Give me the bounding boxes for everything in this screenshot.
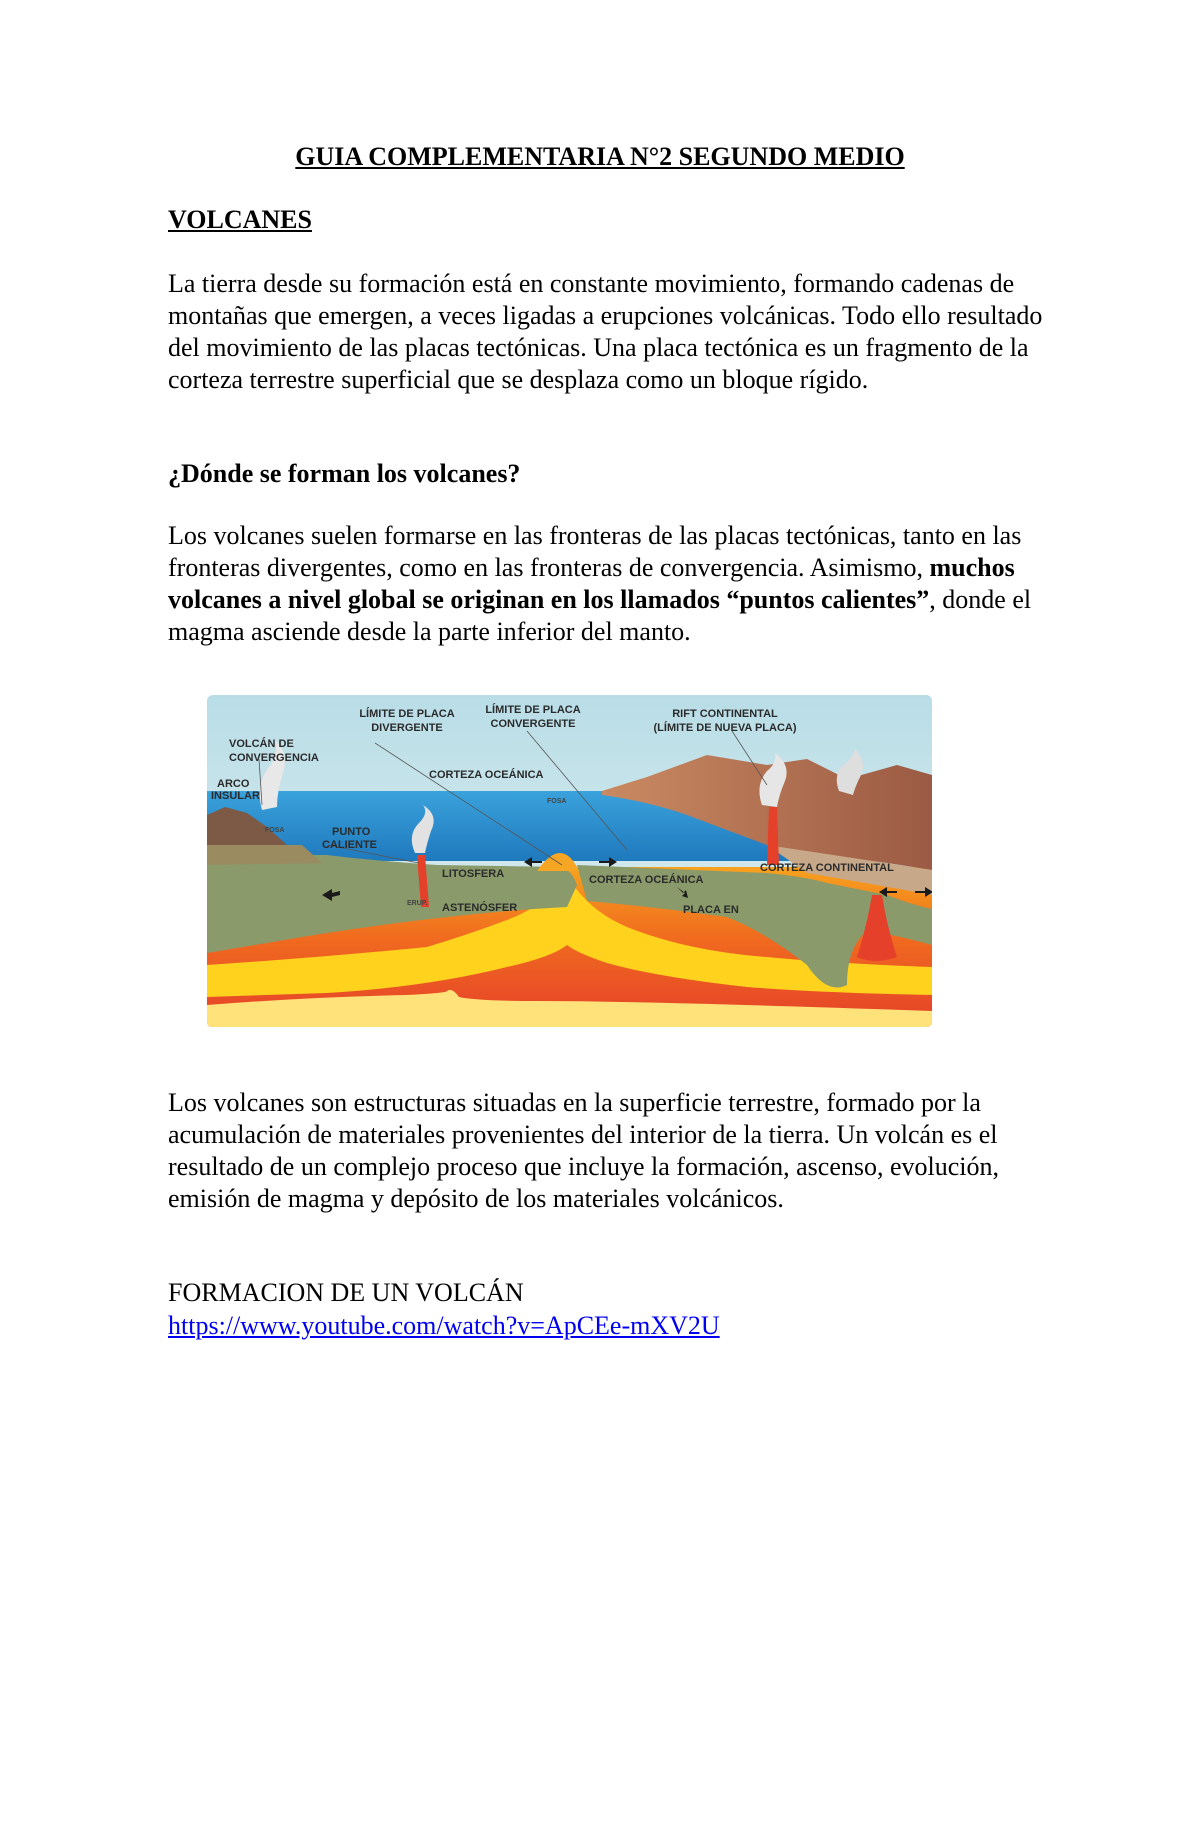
- label-hotspot-2: CALIENTE: [322, 839, 377, 851]
- label-plate: PLACA EN: [683, 904, 739, 916]
- label-divergent-2: DIVERGENTE: [371, 722, 443, 734]
- video-title: FORMACION DE UN VOLCÁN: [168, 1278, 524, 1307]
- question-heading: ¿Dónde se forman los volcanes?: [168, 459, 521, 488]
- label-trench-right: FOSA: [547, 798, 567, 805]
- label-island-arc-1: ARCO: [217, 778, 250, 790]
- document-title: GUIA COMPLEMENTARIA N°2 SEGUNDO MEDIO: [295, 142, 905, 171]
- label-convergent-2: CONVERGENTE: [490, 718, 576, 730]
- paragraph-text-end: , donde el magma asciende desde la parte inferior del manto.: [168, 585, 1032, 646]
- label-convergent-1: LÍMITE DE PLACA: [485, 704, 581, 716]
- label-rift-2: (LÍMITE DE NUEVA PLACA): [653, 722, 797, 734]
- paragraph-intro: La tierra desde su formación está en constante movimiento, formando cadenas de montañas que emergen, a veces ligadas a erupciones volcánicas. Todo ello resultado del movimiento de las placas tectónicas. Una placa tectónica es un fragmento de la corteza terrestre superficial que se desplaza como un bloque rígido.: [168, 269, 1043, 394]
- paragraph-volcano-definition: Los volcanes son estructuras situadas en la superficie terrestre, formado por la acumulación de materiales provenientes del interior de la tierra. Un volcán es el resultado de un complejo proceso que incluye la formación, ascenso, evolución, emisión de magma y depósito de los materiales volcánicos.: [168, 1088, 1000, 1213]
- label-divergent-1: LÍMITE DE PLACA: [359, 708, 455, 720]
- label-lithosphere: LITOSFERA: [442, 868, 505, 880]
- label-oceanic-crust-top: CORTEZA OCEÁNICA: [429, 769, 544, 781]
- section-heading: VOLCANES: [168, 205, 312, 234]
- label-asthenosphere: ASTENÓSFER: [442, 902, 518, 914]
- label-rift-1: RIFT CONTINENTAL: [672, 708, 778, 720]
- label-volcano-convergence-1: VOLCÁN DE: [229, 738, 294, 750]
- video-link[interactable]: https://www.youtube.com/watch?v=ApCEe-mXV2U: [168, 1311, 720, 1340]
- label-island-arc-2: INSULAR: [211, 790, 260, 802]
- label-oceanic-crust-mid: CORTEZA OCEÁNICA: [589, 874, 704, 886]
- island-arc-base: [207, 845, 322, 865]
- label-volcano-convergence-2: CONVERGENCIA: [229, 752, 319, 764]
- paragraph-text-start: Los volcanes suelen formarse en las fronteras de las placas tectónicas, tanto en las fronteras divergentes, como en las fronteras de convergencia. Asimismo,: [168, 521, 1022, 582]
- paragraph-text-bold: muchos volcanes a nivel global se originan en los llamados “puntos calientes”: [168, 553, 1015, 614]
- paragraph-volcano-location: [168, 520, 1048, 648]
- label-continental-crust: CORTEZA CONTINENTAL: [760, 862, 894, 874]
- label-small: ERUP.: [407, 900, 428, 907]
- plate-tectonics-diagram: [207, 695, 932, 1027]
- label-hotspot-1: PUNTO: [332, 826, 371, 838]
- label-trench-left: FOSA: [265, 827, 285, 834]
- rift-conduit: [767, 807, 779, 865]
